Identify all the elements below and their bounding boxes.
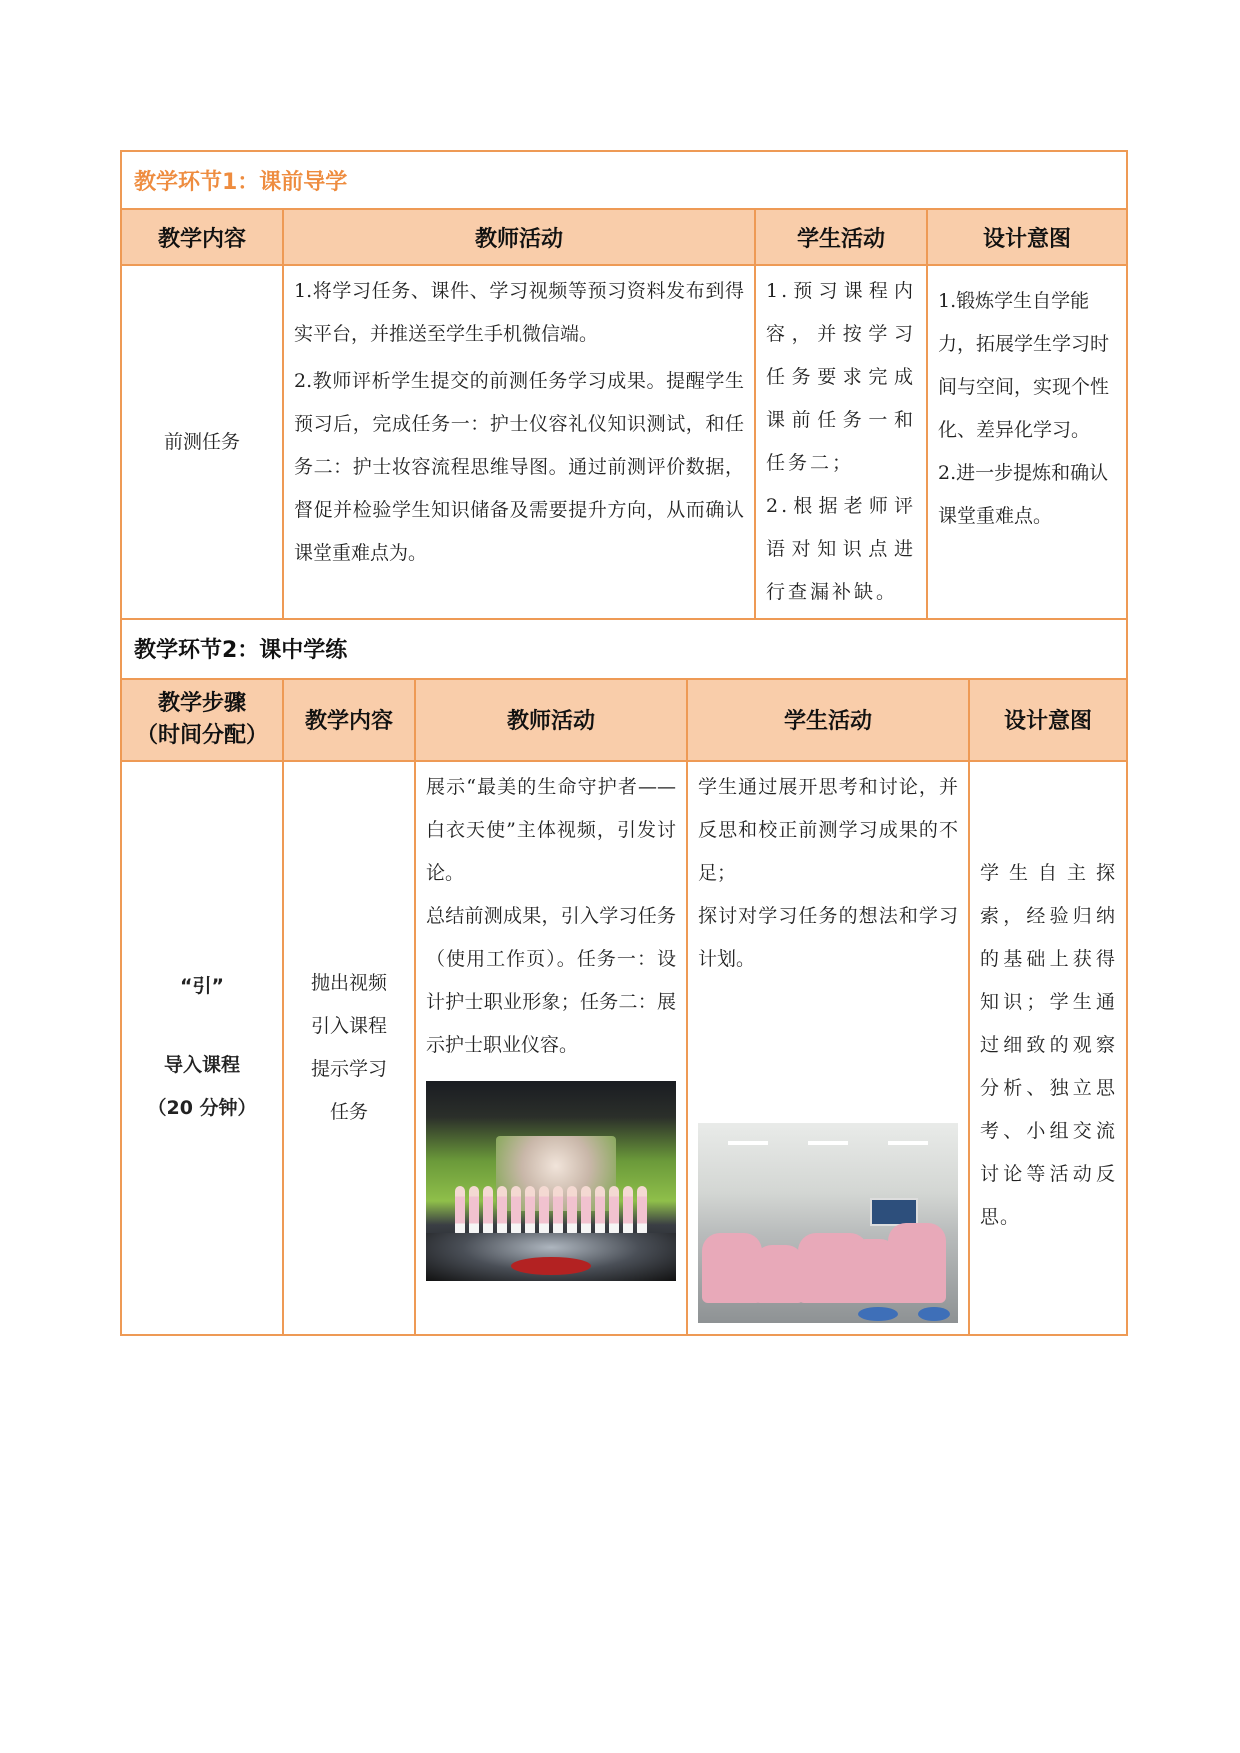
intro-content-line-3: 提示学习 xyxy=(310,1057,387,1080)
section2-table xyxy=(120,618,1128,1336)
intro-design-cell: 学生自主探索，经验归纳的基础上获得知识；学生通过细致的观察分析、独立思考、小组交流讨论等活动反思。 xyxy=(969,761,1127,1335)
pretest-student-item-1: 1.预习课程内容，并按学习任务要求完成课前任务一和任务二； xyxy=(766,280,916,474)
classroom-photo xyxy=(698,1123,958,1323)
intro-content-line-4: 任务 xyxy=(329,1100,368,1123)
stage-video-photo xyxy=(426,1081,676,1281)
header-student-activity: 学生活动 xyxy=(755,209,927,265)
intro-teacher-item-1: 展示“最美的生命守护者——白衣天使”主体视频，引发讨论。 xyxy=(426,775,676,884)
header-teaching-step-line1: 教学步骤 xyxy=(157,690,246,716)
header2-teaching-content: 教学内容 xyxy=(283,679,415,761)
intro-student-item-2: 探讨对学习任务的想法和学习计划。 xyxy=(698,904,958,970)
section2-title: 教学环节2：课中学练 xyxy=(121,619,1127,679)
header-design-intent: 设计意图 xyxy=(927,209,1127,265)
intro-step-name: 导入课程 xyxy=(163,1054,240,1076)
intro-content-line-1: 抛出视频 xyxy=(310,971,387,994)
nurses-on-stage xyxy=(426,1186,676,1236)
pretest-student-cell xyxy=(755,265,927,619)
header2-student-activity: 学生活动 xyxy=(687,679,969,761)
intro-content-line-2: 引入课程 xyxy=(310,1014,387,1037)
pretest-design-item-2: 2.进一步提炼和确认课堂重难点。 xyxy=(938,462,1109,527)
intro-student-cell xyxy=(687,761,969,1335)
intro-step-cell xyxy=(121,761,283,1335)
pretest-design-cell xyxy=(927,265,1127,619)
pretest-design-item-1: 1.锻炼学生自学能力，拓展学生学习时间与空间，实现个性化、差异化学习。 xyxy=(938,290,1110,441)
intro-student-item-1: 学生通过展开思考和讨论，并反思和校正前测学习成果的不足； xyxy=(698,775,958,884)
header-teaching-step-line2: （时间分配） xyxy=(135,722,268,748)
section1-title: 教学环节1：课前导学 xyxy=(121,151,1127,209)
pretest-teacher-item-1: 1.将学习任务、课件、学习视频等预习资料发布到得实平台，并推送至学生手机微信端。 xyxy=(294,280,744,345)
stage-red-carpet xyxy=(511,1257,591,1275)
pretest-student-item-2: 2.根据老师评语对知识点进行查漏补缺。 xyxy=(766,495,916,603)
pretest-teacher-cell xyxy=(283,265,755,619)
intro-teacher-cell xyxy=(415,761,687,1335)
header-teaching-content: 教学内容 xyxy=(121,209,283,265)
header-teaching-step xyxy=(121,679,283,761)
intro-content-cell xyxy=(283,761,415,1335)
header2-teacher-activity: 教师活动 xyxy=(415,679,687,761)
intro-step-quote: “引” xyxy=(180,975,224,997)
section1-table xyxy=(120,150,1128,620)
lesson-plan-document xyxy=(120,150,1126,1336)
header-teacher-activity: 教师活动 xyxy=(283,209,755,265)
intro-step-time: （20 分钟） xyxy=(147,1097,257,1119)
pretest-teacher-item-2: 2.教师评析学生提交的前测任务学习成果。提醒学生预习后，完成任务一：护士仪容礼仪知识测试，和任务二：护士妆容流程思维导图。通过前测评价数据，督促并检验学生知识储备及需要提升方向，从而确认课堂重难点为。 xyxy=(294,370,744,564)
pretest-content-cell: 前测任务 xyxy=(121,265,283,619)
classroom-screen xyxy=(870,1198,918,1226)
header2-design-intent: 设计意图 xyxy=(969,679,1127,761)
intro-teacher-item-2: 总结前测成果，引入学习任务（使用工作页）。任务一：设计护士职业形象；任务二：展示护士职业仪容。 xyxy=(426,904,676,1056)
